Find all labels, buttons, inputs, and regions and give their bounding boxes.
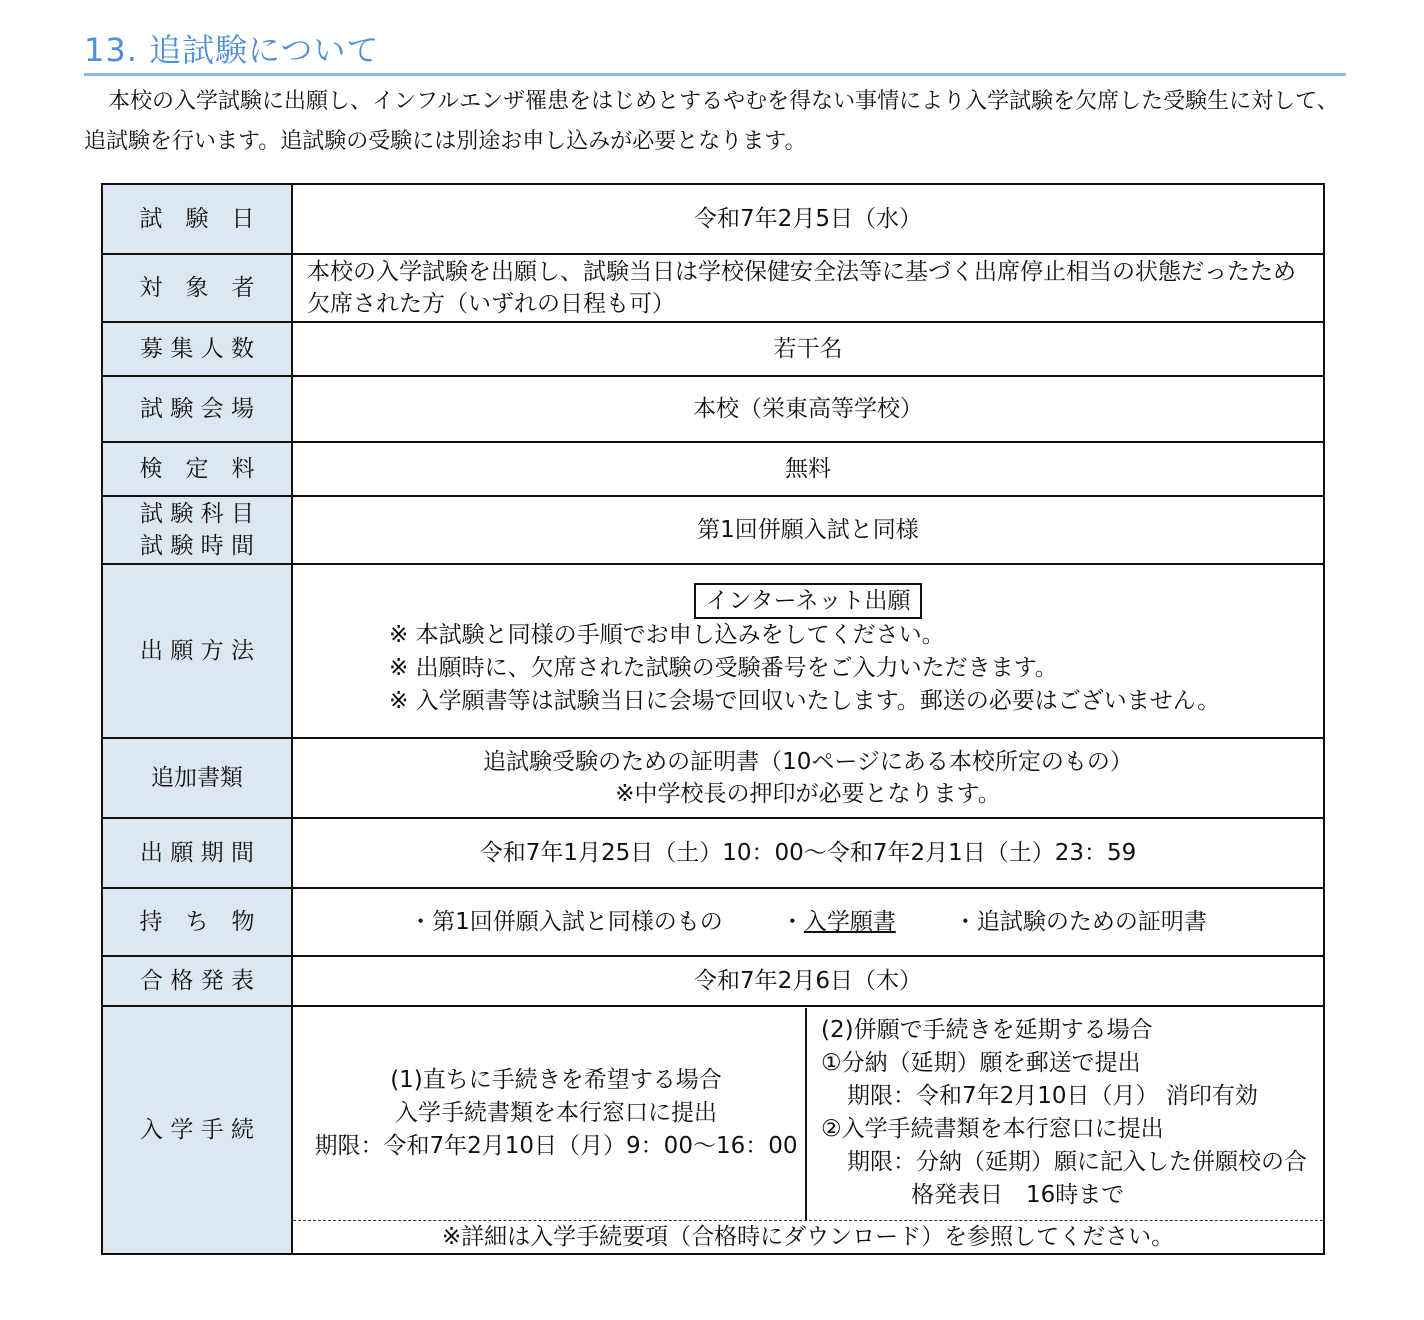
value-target: 本校の入学試験を出願し、試験当日は学校保健安全法等に基づく出席停止相当の状態だったため欠席された方（いずれの日程も可） [292, 254, 1324, 322]
label-fee: 検 定 料 [102, 442, 292, 496]
label-period: 出 願 期 間 [102, 818, 292, 888]
row-capacity [102, 322, 1324, 376]
application-note: ※ 出願時に、欠席された試験の受験番号をご入力いただきます。 [389, 654, 1058, 681]
value-exam-date: 令和7年2月5日（水） [292, 184, 1324, 254]
application-note: ※ 本試験と同様の手順でお申し込みをしてください。 [389, 621, 945, 648]
procedure-deferred-step1-deadline: 期限：令和7年2月10日（月） 消印有効 [847, 1082, 1258, 1109]
row-announcement [102, 956, 1324, 1006]
row-venue [102, 376, 1324, 442]
procedure-option-immediate [293, 1008, 807, 1220]
section-title: 13. 追試験について [84, 24, 1346, 76]
row-items [102, 888, 1324, 956]
procedure-options [293, 1008, 1323, 1221]
value-period: 令和7年1月25日（土）10：00～令和7年2月1日（土）23：59 [292, 818, 1324, 888]
procedure-footer-note: ※詳細は入学手続要項（合格時にダウンロード）を参照してください。 [441, 1223, 1175, 1250]
label-announcement: 合 格 発 表 [102, 956, 292, 1006]
item-application-form: ・入学願書 [780, 909, 896, 935]
value-fee: 無料 [292, 442, 1324, 496]
item-same-as-first: ・第1回併願入試と同様のもの [409, 909, 723, 935]
row-period [102, 818, 1324, 888]
row-subjects [102, 496, 1324, 564]
intro-paragraph: 本校の入学試験に出願し、インフルエンザ罹患をはじめとするやむを得ない事情により入学試験を欠席した受験生に対して、追試験を行います。追試験の受験には別途お申し込みが必要となります。 [84, 89, 1339, 154]
procedure-deferred-step1: ①分納（延期）願を郵送で提出 [821, 1049, 1141, 1076]
value-application [292, 564, 1324, 738]
value-items [292, 888, 1324, 956]
label-exam-date: 試 験 日 [102, 184, 292, 254]
documents-line: 追試験受験のための証明書（10ページにある本校所定のもの） [483, 749, 1133, 775]
value-announcement: 令和7年2月6日（木） [292, 956, 1324, 1006]
value-subjects: 第1回併願入試と同様 [292, 496, 1324, 564]
item-certificate: ・追試験のための証明書 [953, 909, 1207, 935]
label-venue: 試 験 会 場 [102, 376, 292, 442]
row-target [102, 254, 1324, 322]
value-documents [292, 738, 1324, 818]
label-target: 対 象 者 [102, 254, 292, 322]
makeup-exam-table [101, 183, 1325, 1255]
items-list [293, 906, 1323, 938]
item-application-form-label: 入学願書 [803, 909, 896, 935]
value-venue: 本校（栄東高等学校） [292, 376, 1324, 442]
application-notes [293, 619, 1323, 718]
label-subjects: 試 験 科 目 試 験 時 間 [102, 496, 292, 564]
label-capacity: 募 集 人 数 [102, 322, 292, 376]
row-documents [102, 738, 1324, 818]
row-application [102, 564, 1324, 738]
label-application: 出 願 方 法 [102, 564, 292, 738]
row-exam-date [102, 184, 1324, 254]
procedure-deferred-heading: (2)併願で手続きを延期する場合 [821, 1016, 1153, 1043]
row-procedure [102, 1006, 1324, 1254]
procedure-deferred-step2-deadline-cont: 格発表日 16時まで [911, 1181, 1125, 1208]
procedure-option-deferred [807, 1008, 1323, 1220]
documents-note: ※中学校長の押印が必要となります。 [615, 781, 1001, 807]
procedure-deferred-step2-deadline: 期限：分納（延期）願に記入した併願校の合 [847, 1148, 1307, 1175]
procedure-immediate-heading: (1)直ちに手続きを希望する場合 [390, 1067, 722, 1093]
procedure-deferred-step2: ②入学手続書類を本行窓口に提出 [821, 1115, 1164, 1142]
application-method-box: インターネット出願 [694, 583, 923, 619]
value-capacity: 若干名 [292, 322, 1324, 376]
value-procedure [292, 1006, 1324, 1254]
label-items: 持 ち 物 [102, 888, 292, 956]
procedure-immediate-deadline: 期限：令和7年2月10日（月）9：00～16：00 [314, 1133, 798, 1159]
row-fee [102, 442, 1324, 496]
label-procedure: 入 学 手 続 [102, 1006, 292, 1254]
application-note: ※ 入学願書等は試験当日に会場で回収いたします。郵送の必要はございません。 [389, 687, 1221, 714]
label-documents: 追加書類 [102, 738, 292, 818]
procedure-immediate-step: 入学手続書類を本行窓口に提出 [395, 1100, 717, 1126]
